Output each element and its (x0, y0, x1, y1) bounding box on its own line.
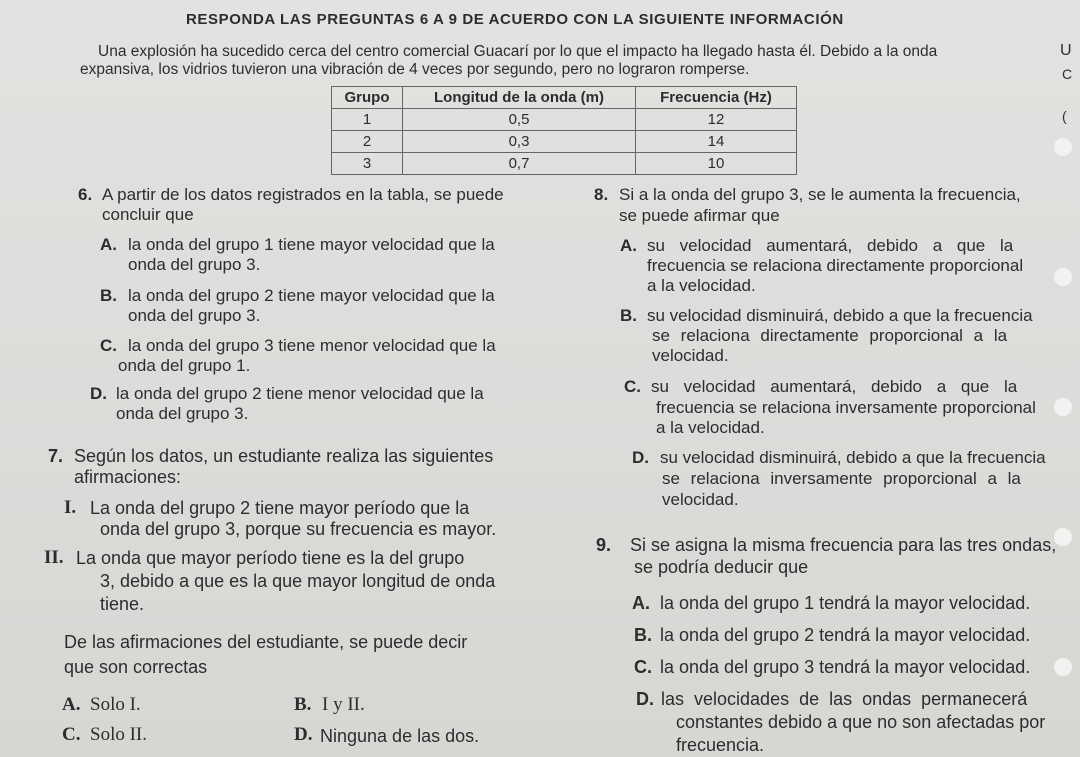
q7-statement-label: I. (64, 497, 77, 518)
q7-option-a[interactable]: Solo I. (90, 694, 141, 715)
q8-option-letter[interactable]: A. (620, 236, 637, 255)
q6-option-letter[interactable]: A. (100, 235, 117, 254)
q9-option-letter[interactable]: B. (634, 625, 652, 645)
binder-hole (1054, 138, 1072, 156)
q9-option-b[interactable]: la onda del grupo 2 tendrá la mayor velocidad. (660, 625, 1031, 645)
column-header: Frecuencia (Hz) (636, 87, 797, 109)
column-header: Longitud de la onda (m) (403, 87, 636, 109)
q6-stem: A partir de los datos registrados en la tabla, se puede (102, 185, 504, 204)
q8-option-a[interactable]: su velocidad aumentará, debido a que la (647, 236, 1014, 255)
q7-statement-1: onda del grupo 3, porque su frecuencia es mayor. (100, 519, 497, 539)
q6-number: 6. (78, 185, 93, 204)
table-row (332, 109, 797, 131)
q6-option-b[interactable]: la onda del grupo 2 tiene mayor velocidad que la (128, 286, 495, 305)
q8-number: 8. (594, 185, 609, 204)
q6-option-a[interactable]: la onda del grupo 1 tiene mayor velocidad que la (128, 235, 495, 254)
q6-option-c[interactable]: onda del grupo 1. (118, 356, 251, 375)
q9-stem: Si se asigna la misma frecuencia para las tres ondas, (630, 535, 1057, 555)
q8-option-a[interactable]: a la velocidad. (647, 276, 756, 295)
q6-option-d[interactable]: onda del grupo 3. (116, 404, 249, 423)
table-cell: 0,5 (403, 109, 636, 131)
q9-option-letter[interactable]: C. (634, 657, 652, 677)
binder-hole (1054, 268, 1072, 286)
q8-stem: se puede afirmar que (619, 206, 780, 225)
q7-statement-2: 3, debido a que es la que mayor longitud de onda (100, 571, 496, 591)
q8-option-b[interactable]: su velocidad disminuirá, debido a que la frecuencia (647, 306, 1033, 325)
margin-mark: C (1062, 66, 1073, 82)
q8-option-a[interactable]: frecuencia se relaciona directamente proporcional (647, 256, 1024, 275)
q7-option-c[interactable]: Solo II. (90, 724, 147, 745)
table-cell: 14 (636, 131, 797, 153)
q7-statement-2: tiene. (100, 594, 145, 614)
margin-mark: ( (1062, 108, 1067, 124)
q6-option-d[interactable]: la onda del grupo 2 tiene menor velocidad que la (116, 384, 484, 403)
table-cell: 3 (332, 153, 403, 175)
q8-option-letter[interactable]: B. (620, 306, 637, 325)
q8-option-c[interactable]: frecuencia se relaciona inversamente proporcional (656, 398, 1036, 417)
binder-hole (1054, 398, 1072, 416)
q8-option-d[interactable]: se relaciona inversamente proporcional a la (662, 469, 1021, 488)
q8-stem: Si a la onda del grupo 3, se le aumenta la frecuencia, (619, 185, 1021, 204)
q6-option-c[interactable]: la onda del grupo 3 tiene menor velocidad que la (128, 336, 496, 355)
q7-statement-label: II. (44, 547, 64, 568)
q6-option-b[interactable]: onda del grupo 3. (128, 306, 261, 325)
q6-option-a[interactable]: onda del grupo 3. (128, 255, 261, 274)
q8-option-c[interactable]: a la velocidad. (656, 418, 765, 437)
q7-number: 7. (48, 446, 64, 466)
q9-stem: se podría deducir que (634, 557, 809, 577)
table-cell: 10 (636, 153, 797, 175)
q9-option-c[interactable]: la onda del grupo 3 tendrá la mayor velocidad. (660, 657, 1031, 677)
table-cell: 1 (332, 109, 403, 131)
table-cell: 0,7 (403, 153, 636, 175)
q7-stem: Según los datos, un estudiante realiza las siguientes (74, 446, 494, 466)
q8-option-d[interactable]: su velocidad disminuirá, debido a que la frecuencia (660, 448, 1046, 467)
q8-option-letter[interactable]: C. (624, 377, 641, 396)
table-cell: 2 (332, 131, 403, 153)
binder-hole (1054, 658, 1072, 676)
q6-option-letter[interactable]: D. (90, 384, 107, 403)
q7-question: De las afirmaciones del estudiante, se puede decir (64, 632, 468, 652)
q7-question: que son correctas (64, 657, 208, 677)
q7-option-letter[interactable]: A. (62, 694, 81, 715)
margin-mark: U (1060, 42, 1072, 59)
table-cell: 0,3 (403, 131, 636, 153)
q7-option-b[interactable]: I y II. (322, 694, 365, 715)
q8-option-letter[interactable]: D. (632, 448, 649, 467)
q6-stem: concluir que (102, 205, 194, 224)
q7-option-letter[interactable]: C. (62, 724, 81, 745)
q9-option-letter[interactable]: A. (632, 593, 650, 613)
table-row (332, 153, 797, 175)
data-table (331, 86, 797, 175)
q7-statement-1: La onda del grupo 2 tiene mayor período que la (90, 498, 470, 518)
q8-option-b[interactable]: se relaciona directamente proporcional a la (652, 326, 1008, 345)
column-header: Grupo (332, 87, 403, 109)
q7-stem: afirmaciones: (74, 467, 182, 487)
intro-line-2: expansiva, los vidrios tuvieron una vibración de 4 veces por segundo, pero no lograron romperse. (80, 61, 750, 78)
q9-option-d[interactable]: frecuencia. (676, 735, 765, 755)
table-cell: 12 (636, 109, 797, 131)
q9-option-d[interactable]: las velocidades de las ondas permanecerá (661, 689, 1028, 709)
q6-option-letter[interactable]: C. (100, 336, 117, 355)
section-header: RESPONDA LAS PREGUNTAS 6 A 9 DE ACUERDO CON LA SIGUIENTE INFORMACIÓN (186, 11, 844, 28)
q6-option-letter[interactable]: B. (100, 286, 117, 305)
q9-option-d[interactable]: constantes debido a que no son afectadas por (676, 712, 1046, 732)
q7-option-letter[interactable]: B. (294, 694, 312, 715)
q8-option-d[interactable]: velocidad. (662, 490, 739, 509)
intro-line-1: Una explosión ha sucedido cerca del centro comercial Guacarí por lo que el impacto ha llegado hasta él. Debido a la onda (98, 43, 938, 60)
q8-option-b[interactable]: velocidad. (652, 346, 729, 365)
q7-statement-2: La onda que mayor período tiene es la del grupo (76, 548, 465, 568)
q8-option-c[interactable]: su velocidad aumentará, debido a que la (651, 377, 1018, 396)
binder-hole (1054, 528, 1072, 546)
q9-number: 9. (596, 535, 612, 555)
q7-option-d[interactable]: Ninguna de las dos. (320, 726, 480, 746)
table-row (332, 131, 797, 153)
q9-option-letter[interactable]: D. (636, 689, 654, 709)
table-header-row (332, 87, 797, 109)
q7-option-letter[interactable]: D. (294, 724, 313, 745)
q9-option-a[interactable]: la onda del grupo 1 tendrá la mayor velocidad. (660, 593, 1031, 613)
